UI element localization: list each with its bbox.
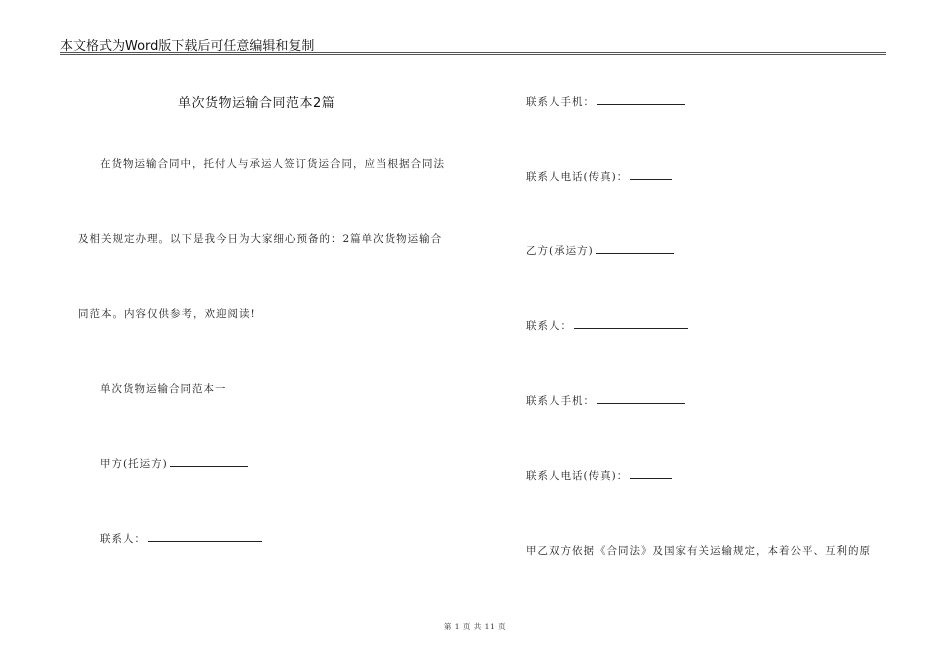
party-b-phone-label: 联系人电话(传真)： <box>526 470 629 482</box>
page-number-footer: 第 1 页 共 11 页 <box>443 622 507 631</box>
party-b-contact-blank[interactable] <box>574 318 688 329</box>
party-b-mobile-line <box>526 393 685 408</box>
intro-paragraph-line-3: 同范本。内容仅供参考，欢迎阅读! <box>78 308 256 320</box>
party-b-phone-blank[interactable] <box>630 468 672 479</box>
party-a-phone-blank[interactable] <box>630 169 672 180</box>
party-a-phone-line <box>526 169 672 184</box>
party-b-blank[interactable] <box>596 243 674 254</box>
party-a-contact-blank[interactable] <box>148 531 262 542</box>
party-a-line <box>100 456 248 471</box>
intro-paragraph-line-2: 及相关规定办理。以下是我今日为大家细心预备的：2篇单次货物运输合 <box>78 233 443 245</box>
party-a-contact-line <box>100 531 262 546</box>
intro-paragraph-line-1: 在货物运输合同中，托付人与承运人签订货运合同，应当根据合同法 <box>100 158 445 170</box>
party-b-contact-line <box>526 318 688 333</box>
header-rule-top <box>60 52 886 53</box>
party-a-mobile-label: 联系人手机： <box>526 96 595 108</box>
document-title: 单次货物运输合同范本2篇 <box>178 96 336 111</box>
party-a-mobile-blank[interactable] <box>597 94 685 105</box>
party-a-phone-label: 联系人电话(传真)： <box>526 171 629 183</box>
party-a-label: 甲方(托运方) <box>100 458 168 470</box>
party-a-mobile-line <box>526 94 685 109</box>
document-header-title: 本文格式为Word版下载后可任意编辑和复制 <box>60 39 315 54</box>
header-rule-bottom <box>60 54 886 55</box>
party-b-label: 乙方(承运方) <box>526 245 594 257</box>
party-b-phone-line <box>526 468 672 483</box>
party-a-contact-label: 联系人： <box>100 533 146 545</box>
agreement-paragraph-line: 甲乙双方依据《合同法》及国家有关运输规定，本着公平、互利的原 <box>526 545 871 557</box>
party-b-line <box>526 243 674 258</box>
party-b-mobile-blank[interactable] <box>597 393 685 404</box>
section-heading: 单次货物运输合同范本一 <box>100 383 227 395</box>
party-b-mobile-label: 联系人手机： <box>526 395 595 407</box>
party-a-blank[interactable] <box>170 456 248 467</box>
party-b-contact-label: 联系人： <box>526 320 572 332</box>
